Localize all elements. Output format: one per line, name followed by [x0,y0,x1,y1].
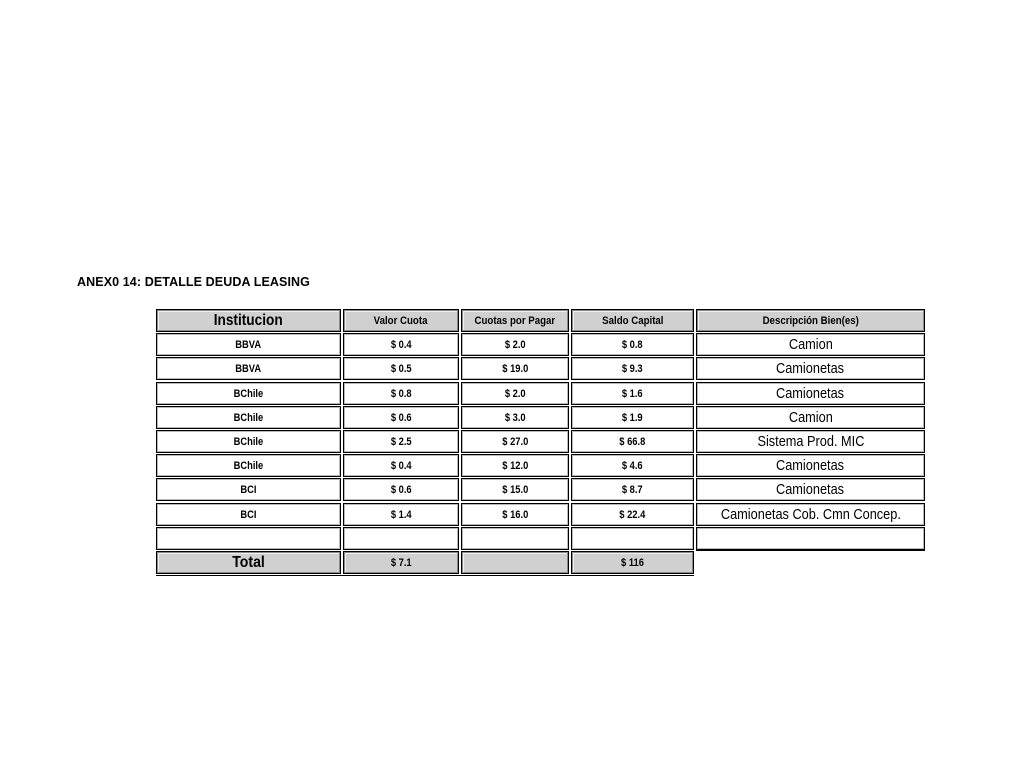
cell-valor-cuota-text: $ 0.6 [390,411,412,424]
cell-institucion-text: BBVA [235,338,262,351]
cell-descripcion [696,333,925,356]
empty-cell-institucion [156,527,341,550]
empty-cell-descripcion [696,527,925,550]
cell-cuotas-por-pagar [461,478,569,501]
cell-valor-cuota [343,382,459,405]
cell-institucion [156,478,341,501]
cell-valor-cuota [343,503,459,526]
cell-institucion-text: BChile [233,411,264,424]
cell-valor-cuota [343,357,459,380]
cell-valor-cuota [343,454,459,477]
cell-institucion-text: BChile [233,387,264,400]
cell-saldo-capital-text: $ 8.7 [622,483,643,496]
cell-cuotas-por-pagar-text: $ 2.0 [504,387,526,400]
cell-saldo-capital-text: $ 1.9 [622,411,643,424]
cell-valor-cuota-text: $ 0.5 [390,362,412,375]
cell-institucion [156,430,341,453]
cell-valor-cuota-text: $ 0.6 [390,483,412,496]
header-saldo-capital [571,309,694,332]
cell-descripcion [696,382,925,405]
cell-cuotas-por-pagar-text: $ 3.0 [504,411,526,424]
empty-cell-saldo-capital [571,527,694,550]
cell-institucion-text: BBVA [235,362,262,375]
cell-saldo-capital [571,503,694,526]
cell-valor-cuota-text: $ 1.4 [390,508,412,521]
cell-saldo-capital [571,333,694,356]
cell-saldo-capital [571,382,694,405]
cell-cuotas-por-pagar [461,382,569,405]
cell-saldo-capital [571,454,694,477]
header-descripcion [696,309,925,332]
cell-institucion-text: BChile [233,435,264,448]
cell-institucion-text: BCI [240,508,257,521]
page-title: ANEX0 14: DETALLE DEUDA LEASING [77,275,310,289]
cell-descripcion [696,406,925,429]
cell-institucion-text: BChile [233,459,264,472]
table-bottom-rule [156,575,694,576]
cell-cuotas-por-pagar [461,406,569,429]
header-valor-cuota [343,309,459,332]
header-institucion [156,309,341,332]
cell-descripcion-text: Camion [788,409,833,426]
header-saldo-capital-text: Saldo Capital [601,314,664,327]
cell-descripcion-text: Camionetas Cob. Cmn Concep. [720,506,901,523]
cell-descripcion-text: Camionetas [776,360,845,377]
cell-saldo-capital-text: $ 9.3 [622,362,643,375]
cell-descripcion [696,503,925,526]
cell-institucion [156,406,341,429]
cell-institucion [156,333,341,356]
cell-valor-cuota-text: $ 2.5 [390,435,412,448]
cell-cuotas-por-pagar-text: $ 2.0 [504,338,526,351]
cell-valor-cuota [343,478,459,501]
cell-valor-cuota-text: $ 0.4 [390,338,412,351]
cell-descripcion-text: Camion [788,336,833,353]
cell-valor-cuota [343,406,459,429]
total-label [156,551,341,574]
cell-valor-cuota [343,333,459,356]
cell-institucion [156,382,341,405]
cell-cuotas-por-pagar-text: $ 12.0 [501,459,529,472]
cell-descripcion [696,478,925,501]
total-saldo-capital [571,551,694,574]
cell-saldo-capital-text: $ 4.6 [622,459,643,472]
cell-cuotas-por-pagar-text: $ 16.0 [501,508,529,521]
cell-valor-cuota [343,430,459,453]
cell-valor-cuota-text: $ 0.4 [390,459,412,472]
empty-cell-cuotas-por-pagar [461,527,569,550]
cell-institucion-text: BCI [240,483,257,496]
cell-institucion [156,503,341,526]
cell-cuotas-por-pagar [461,454,569,477]
cell-saldo-capital [571,430,694,453]
cell-saldo-capital-text: $ 0.8 [622,338,643,351]
cell-saldo-capital-text: $ 66.8 [619,435,646,448]
cell-institucion [156,357,341,380]
cell-cuotas-por-pagar-text: $ 19.0 [501,362,529,375]
total-saldo-capital-text: $ 116 [621,556,644,569]
cell-saldo-capital [571,478,694,501]
empty-cell-valor-cuota [343,527,459,550]
cell-cuotas-por-pagar-text: $ 27.0 [501,435,529,448]
cell-descripcion [696,357,925,380]
cell-cuotas-por-pagar [461,357,569,380]
total-valor-cuota-text: $ 7.1 [390,556,412,569]
cell-cuotas-por-pagar-text: $ 15.0 [501,483,529,496]
cell-saldo-capital [571,357,694,380]
header-descripcion-text: Descripción Bien(es) [762,314,859,327]
cell-cuotas-por-pagar [461,430,569,453]
cell-valor-cuota-text: $ 0.8 [390,387,412,400]
cell-descripcion-text: Sistema Prod. MIC [757,433,864,450]
header-cuotas-por-pagar-text: Cuotas por Pagar [474,314,556,327]
cell-institucion [156,454,341,477]
total-label-text: Total [232,553,265,571]
header-institucion-text: Institucion [214,311,283,329]
total-valor-cuota [343,551,459,574]
cell-cuotas-por-pagar [461,333,569,356]
cell-descripcion-text: Camionetas [776,457,845,474]
cell-saldo-capital-text: $ 22.4 [619,508,646,521]
header-cuotas-por-pagar [461,309,569,332]
cell-saldo-capital [571,406,694,429]
cell-cuotas-por-pagar [461,503,569,526]
cell-saldo-capital-text: $ 1.6 [622,387,643,400]
total-cuotas-por-pagar [461,551,569,574]
cell-descripcion-text: Camionetas [776,481,845,498]
description-bottom-rule [696,550,925,551]
cell-descripcion [696,454,925,477]
cell-descripcion [696,430,925,453]
header-valor-cuota-text: Valor Cuota [374,314,428,327]
cell-descripcion-text: Camionetas [776,385,845,402]
